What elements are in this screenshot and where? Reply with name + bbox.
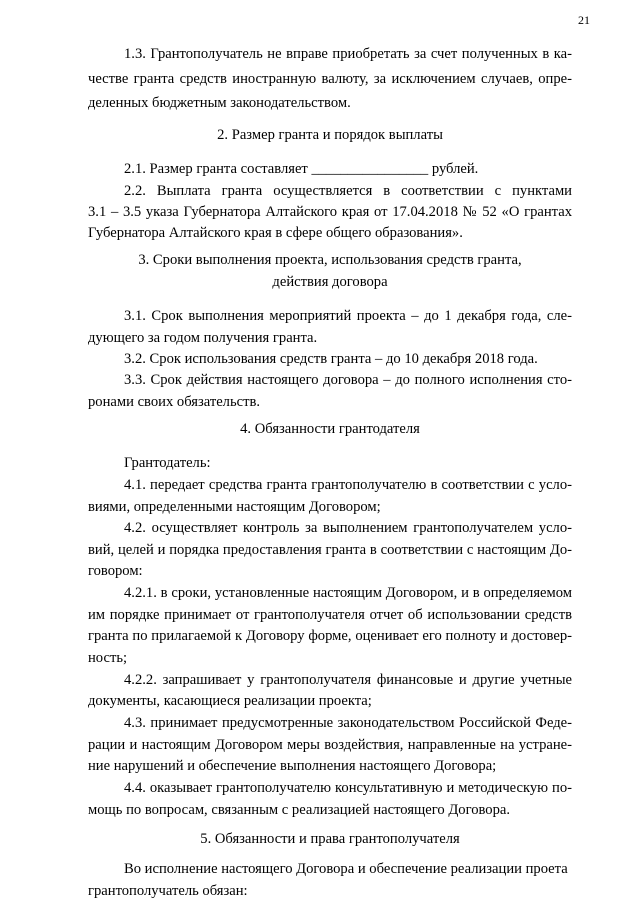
clause-4-2-1-line-2: им порядке принимает от грантополучателя отчет об использовании средств xyxy=(88,607,572,623)
section-5-intro-line-1: Во исполнение настоящего Договора и обеспечение реализации проета xyxy=(124,861,568,877)
section-4-title: 4. Обязанности грантодателя xyxy=(240,421,420,437)
clause-3-3-line-2: ронами своих обязательств. xyxy=(88,394,261,410)
clause-4-2-1-line-4: ность; xyxy=(88,650,128,666)
clause-4-3-line-2: рации и настоящим Договором меры воздействия, направленные на устране- xyxy=(88,737,572,753)
clause-3-3-line-1: 3.3. Срок действия настоящего договора – до полного исполнения сто- xyxy=(124,372,572,388)
clause-2-1: 2.1. Размер гранта составляет ________________ рублей. xyxy=(124,161,479,177)
section-2-title: 2. Размер гранта и порядок выплаты xyxy=(217,127,443,143)
clause-2-2-line-1: 2.2. Выплата гранта осуществляется в соответствии с пунктами xyxy=(124,183,572,199)
clause-4-4-line-2: мощь по вопросам, связанным с реализацией настоящего Договора. xyxy=(88,802,511,818)
clause-4-3-line-1: 4.3. принимает предусмотренные законодательством Российской Феде- xyxy=(124,715,572,731)
clause-4-2-2-line-1: 4.2.2. запрашивает у грантополучателя финансовые и другие учетные xyxy=(124,672,572,688)
clause-4-2-1-line-1: 4.2.1. в сроки, установленные настоящим Договором, и в определяемом xyxy=(124,585,572,601)
clause-4-2-line-1: 4.2. осуществляет контроль за выполнением грантополучателем усло- xyxy=(124,520,572,536)
section-5-title: 5. Обязанности и права грантополучателя xyxy=(200,831,460,847)
clause-4-1-line-1: 4.1. передает средства гранта грантополучателю в соответствии с усло- xyxy=(124,477,572,493)
section-5-intro-line-2: грантополучатель обязан: xyxy=(88,883,248,899)
clause-4-3-line-3: ние нарушений и обеспечение выполнения настоящего Договора; xyxy=(88,758,497,774)
clause-4-1-line-2: виями, определенными настоящим Договором; xyxy=(88,499,381,515)
page-number: 21 xyxy=(578,13,590,27)
section-3-title-line-2: действия договора xyxy=(272,274,388,290)
clause-1-3-line-3: деленных бюджетным законодательством. xyxy=(88,95,351,111)
clause-1-3-line-2: честве гранта средств иностранную валюту, за исключением случаев, опре- xyxy=(88,71,572,87)
clause-1-3-line-1: 1.3. Грантополучатель не вправе приобретать за счет полученных в ка- xyxy=(124,46,572,62)
clause-4-2-line-3: говором: xyxy=(88,563,143,579)
clause-2-2-line-2: 3.1 – 3.5 указа Губернатора Алтайского края от 17.04.2018 № 52 «О грантах xyxy=(88,204,572,220)
clause-4-2-1-line-3: гранта по прилагаемой к Договору форме, оценивает его полноту и достовер- xyxy=(88,628,572,644)
clause-3-1-line-1: 3.1. Срок выполнения мероприятий проекта – до 1 декабря года, сле- xyxy=(124,308,572,324)
clause-4-2-line-2: вий, целей и порядка предоставления гранта в соответствии с настоящим До- xyxy=(88,542,572,558)
section-4-intro: Грантодатель: xyxy=(124,455,211,471)
clause-3-2: 3.2. Срок использования средств гранта – до 10 декабря 2018 года. xyxy=(124,351,538,367)
clause-4-2-2-line-2: документы, касающиеся реализации проекта; xyxy=(88,693,372,709)
clause-4-4-line-1: 4.4. оказывает грантополучателю консультативную и методическую по- xyxy=(124,780,572,796)
section-3-title-line-1: 3. Сроки выполнения проекта, использования средств гранта, xyxy=(138,252,522,268)
clause-3-1-line-2: дующего за годом получения гранта. xyxy=(88,330,318,346)
clause-2-2-line-3: Губернатора Алтайского края в сфере общего образования». xyxy=(88,225,463,241)
